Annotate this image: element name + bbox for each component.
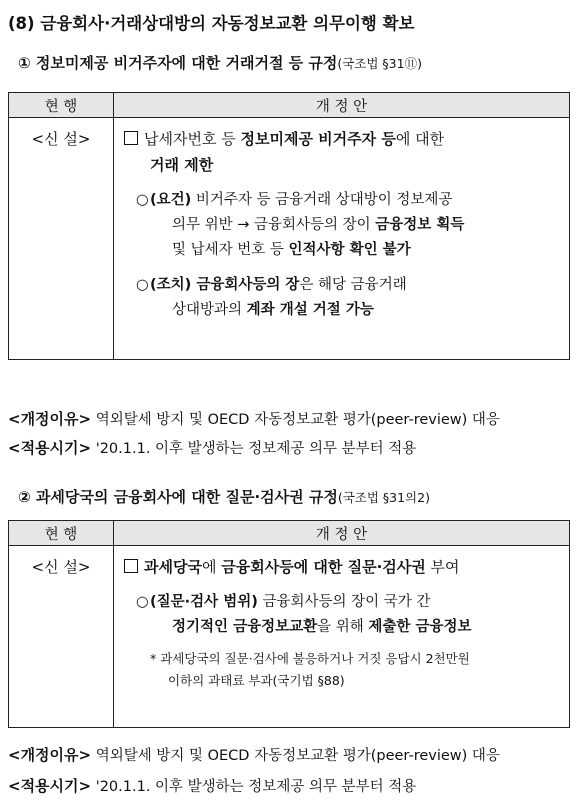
section-2-table-row [9,546,570,728]
item-inspection-scope: ○(질문·검사 범위) 금융회사등의 장이 국가 간 정기적인 금융정보교환을 위해 제출한 금융정보 [114,590,569,640]
item-action: ○(조치) 금융회사등의 장은 해당 금융거래 상대방과의 계좌 개설 거절 가능 [114,273,569,323]
effective-date-text: '20.1.1. 이후 발생하는 정보제공 의무 분부터 적용 [95,441,417,457]
revision-reason-label: <개정이유> [8,746,92,764]
section-1-legal-ref: (국조법 §31⑪) [337,56,422,71]
section-1-table-header [9,93,570,118]
footnote-line-1: 과세당국의 질문·검사에 불응하거나 거짓 응답시 2천만원 [160,651,470,666]
revision-reason-text: 역외탈세 방지 및 OECD 자동정보교환 평가(peer-review) 대응 [95,412,500,428]
proposed-content [114,546,570,728]
col-current-header: 현 행 [9,93,114,118]
new-label: <신 설> [9,546,114,728]
revision-reason-text: 역외탈세 방지 및 OECD 자동정보교환 평가(peer-review) 대응 [95,748,500,764]
bullet-circle-icon: ○ [136,594,149,610]
effective-date-label: <적용시기> [8,439,92,457]
section-1-table [8,92,570,360]
section-2-heading-text: ② 과세당국의 금융회사에 대한 질문·검사권 규정 [18,488,338,506]
lead-text: 납세자번호 등 정보미제공 비거주자 등에 대한 거래 제한 [114,118,569,178]
effective-date [8,775,416,796]
revision-reason [8,744,500,765]
revision-reason-label: <개정이유> [8,410,92,428]
effective-date [8,437,416,458]
item-requirement: ○(요건) 비거주자 등 금융거래 상대방이 정보제공 의무 위반 → 금융회사등의 장이 금융정보 획득 및 납세자 번호 등 인적사항 확인 불가 [114,188,569,263]
proposed-content [114,118,570,360]
section-2-table-header [9,521,570,546]
asterisk-icon: * [150,651,157,666]
section-1-table-row [9,118,570,360]
section-2-legal-ref: (국조법 §31의2) [337,490,430,505]
col-proposed-header: 개 정 안 [114,521,570,546]
checkbox-square-icon [124,131,138,145]
section-1-heading-text: ① 정보미제공 비거주자에 대한 거래거절 등 규정 [18,54,338,72]
footnote-line-2: 이하의 과태료 부과(국기법 §88) [168,673,345,688]
bullet-circle-icon: ○ [136,192,149,208]
new-label: <신 설> [9,118,114,360]
col-current-header: 현 행 [9,521,114,546]
footnote [114,648,569,692]
effective-date-label: <적용시기> [8,777,92,795]
checkbox-square-icon [124,559,138,573]
lead-text: 과세당국에 금융회사등에 대한 질문·검사권 부여 [114,546,569,580]
revision-reason [8,408,500,429]
section-2-heading [18,486,430,507]
bullet-circle-icon: ○ [136,277,149,293]
effective-date-text: '20.1.1. 이후 발생하는 정보제공 의무 분부터 적용 [95,779,417,795]
page-title: (8) 금융회사·거래상대방의 자동정보교환 의무이행 확보 [8,14,415,33]
col-proposed-header: 개 정 안 [114,93,570,118]
section-2-table [8,520,570,728]
section-1-heading [18,52,422,73]
